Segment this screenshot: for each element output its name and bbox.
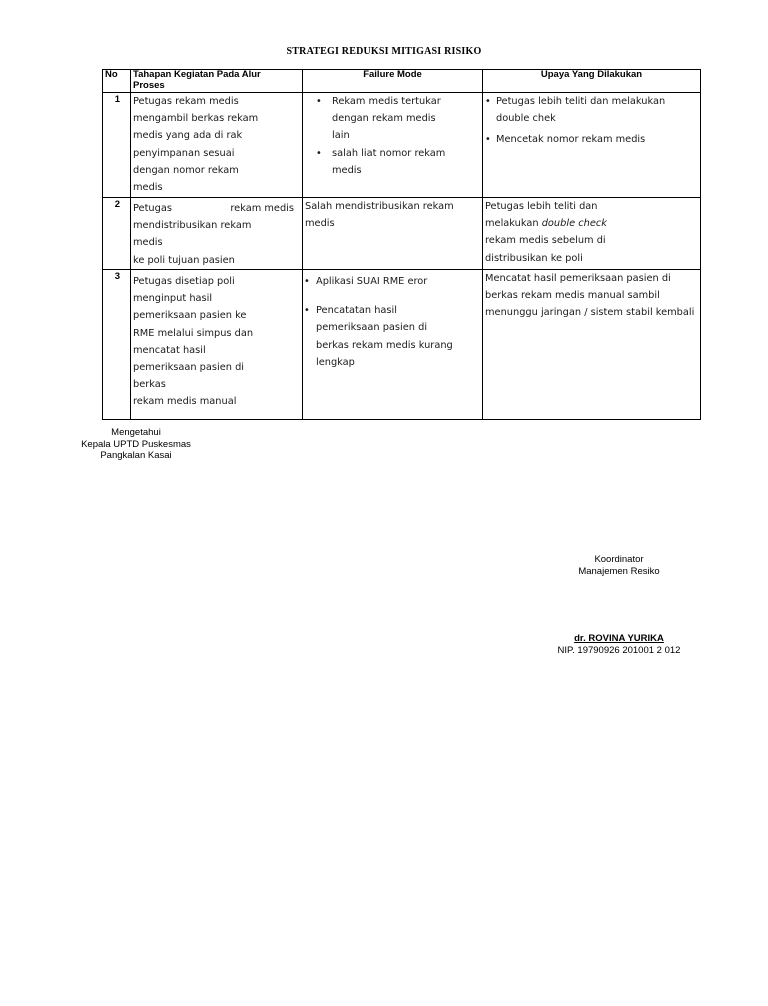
signature-line: Pangkalan Kasai <box>100 450 172 461</box>
document-title: STRATEGI REDUKSI MITIGASI RISIKO <box>286 46 482 57</box>
step-line: rekam medis manual <box>133 396 237 408</box>
effort-cell <box>483 93 701 198</box>
failure-item <box>303 302 482 371</box>
effort-line <box>485 215 700 232</box>
effort-line: Mencatat hasil pemeriksaan pasien di <box>485 273 671 284</box>
signatory-nip: NIP. 19790926 201001 2 012 <box>557 644 681 656</box>
effort-cell <box>483 198 701 270</box>
header-no: No <box>103 70 131 93</box>
failure-line: • Rekam medis tertukar <box>332 96 441 107</box>
step-word: Petugas <box>133 203 172 214</box>
failure-line: berkas rekam medis kurang <box>316 339 453 351</box>
step-line: menginput hasil <box>133 293 213 305</box>
failure-word: di <box>418 322 428 334</box>
table-row <box>103 93 701 198</box>
failure-line: medis <box>305 218 335 230</box>
step-line: pemeriksaan pasien ke <box>133 310 247 322</box>
signatory-details <box>538 633 700 656</box>
step-line: dengan nomor rekam <box>133 164 239 176</box>
table-header-row <box>103 70 701 93</box>
step-line: berkas <box>133 379 166 391</box>
step-line: Petugas disetiap poli <box>133 276 235 287</box>
step-line: medis yang ada di rak <box>133 130 243 142</box>
signature-line: Kepala UPTD Puskesmas <box>81 438 191 450</box>
signature-line: Mengetahui <box>111 427 161 438</box>
step-cell <box>131 270 303 420</box>
signature-block-approver <box>60 427 212 462</box>
effort-line: double chek <box>496 113 556 125</box>
effort-line: menunggu jaringan / sistem stabil kembali <box>485 307 695 319</box>
failure-line: lain <box>332 130 350 142</box>
failure-line: medis <box>332 164 362 176</box>
failure-cell <box>303 270 483 420</box>
failure-word: Pencatatan <box>316 305 372 317</box>
signatory-name: dr. ROVINA YURIKA <box>574 633 664 644</box>
step-line: mengambil berkas rekam <box>133 113 259 125</box>
effort-line: distribusikan ke poli <box>485 252 583 264</box>
failure-line: • salah liat nomor rekam <box>332 147 446 159</box>
step-line: penyimpanan sesuai <box>133 147 235 159</box>
failure-cell <box>303 93 483 198</box>
step-line: pemeriksaan pasien di <box>133 362 245 374</box>
table-row <box>103 198 701 270</box>
failure-word: pemeriksaan <box>316 322 380 334</box>
table-row <box>103 270 701 420</box>
step-line: ke poli tujuan pasien <box>133 254 235 266</box>
header-step <box>131 70 303 93</box>
effort-cell <box>483 270 701 420</box>
failure-line: lengkap <box>316 356 355 368</box>
failure-cell <box>303 198 483 270</box>
effort-line: • Petugas lebih teliti dan melakukan <box>496 96 666 107</box>
step-cell <box>131 198 303 270</box>
failure-word: hasil <box>374 305 397 317</box>
step-line: medis <box>133 182 163 194</box>
failure-line: • Aplikasi SUAI RME eror <box>316 276 428 287</box>
failure-line: dengan rekam medis <box>332 113 436 125</box>
effort-item <box>483 93 700 127</box>
failure-list <box>303 93 482 179</box>
row-number: 2 <box>103 198 131 270</box>
failure-item <box>303 145 482 179</box>
step-line: Petugas rekam medis <box>133 96 239 107</box>
failure-word: pasien <box>382 322 415 334</box>
header-failure-mode: Failure Mode <box>303 70 483 93</box>
failure-line <box>316 319 482 336</box>
risk-mitigation-table <box>102 69 701 420</box>
effort-list <box>483 93 700 149</box>
failure-list <box>303 273 482 371</box>
step-line <box>133 198 294 217</box>
failure-line <box>316 302 482 319</box>
effort-line: Petugas lebih teliti dan <box>485 201 598 212</box>
effort-item <box>483 131 700 148</box>
signature-line: Koordinator <box>594 554 644 565</box>
failure-item <box>303 93 482 145</box>
step-line: medis <box>133 237 163 249</box>
effort-text: melakukan <box>485 218 542 230</box>
row-number: 3 <box>103 270 131 420</box>
header-effort: Upaya Yang Dilakukan <box>483 70 701 93</box>
signature-line: Manajemen Resiko <box>578 565 660 577</box>
failure-item <box>303 273 482 290</box>
effort-italic-text: double check <box>541 218 607 230</box>
header-step-label: Tahapan Kegiatan Pada Alur Proses <box>133 69 261 91</box>
step-word: rekam medis <box>230 203 294 214</box>
signature-block-coordinator <box>538 554 700 577</box>
effort-line: rekam medis sebelum di <box>485 235 606 247</box>
step-cell <box>131 93 303 198</box>
step-line: mencatat hasil <box>133 344 206 356</box>
effort-line: • Mencetak nomor rekam medis <box>496 134 646 146</box>
failure-line: Salah mendistribusikan rekam <box>305 201 454 212</box>
effort-line: berkas rekam medis manual sambil <box>485 290 660 302</box>
row-number: 1 <box>103 93 131 198</box>
step-line: mendistribusikan rekam <box>133 220 252 232</box>
step-line: RME melalui simpus dan <box>133 327 254 339</box>
